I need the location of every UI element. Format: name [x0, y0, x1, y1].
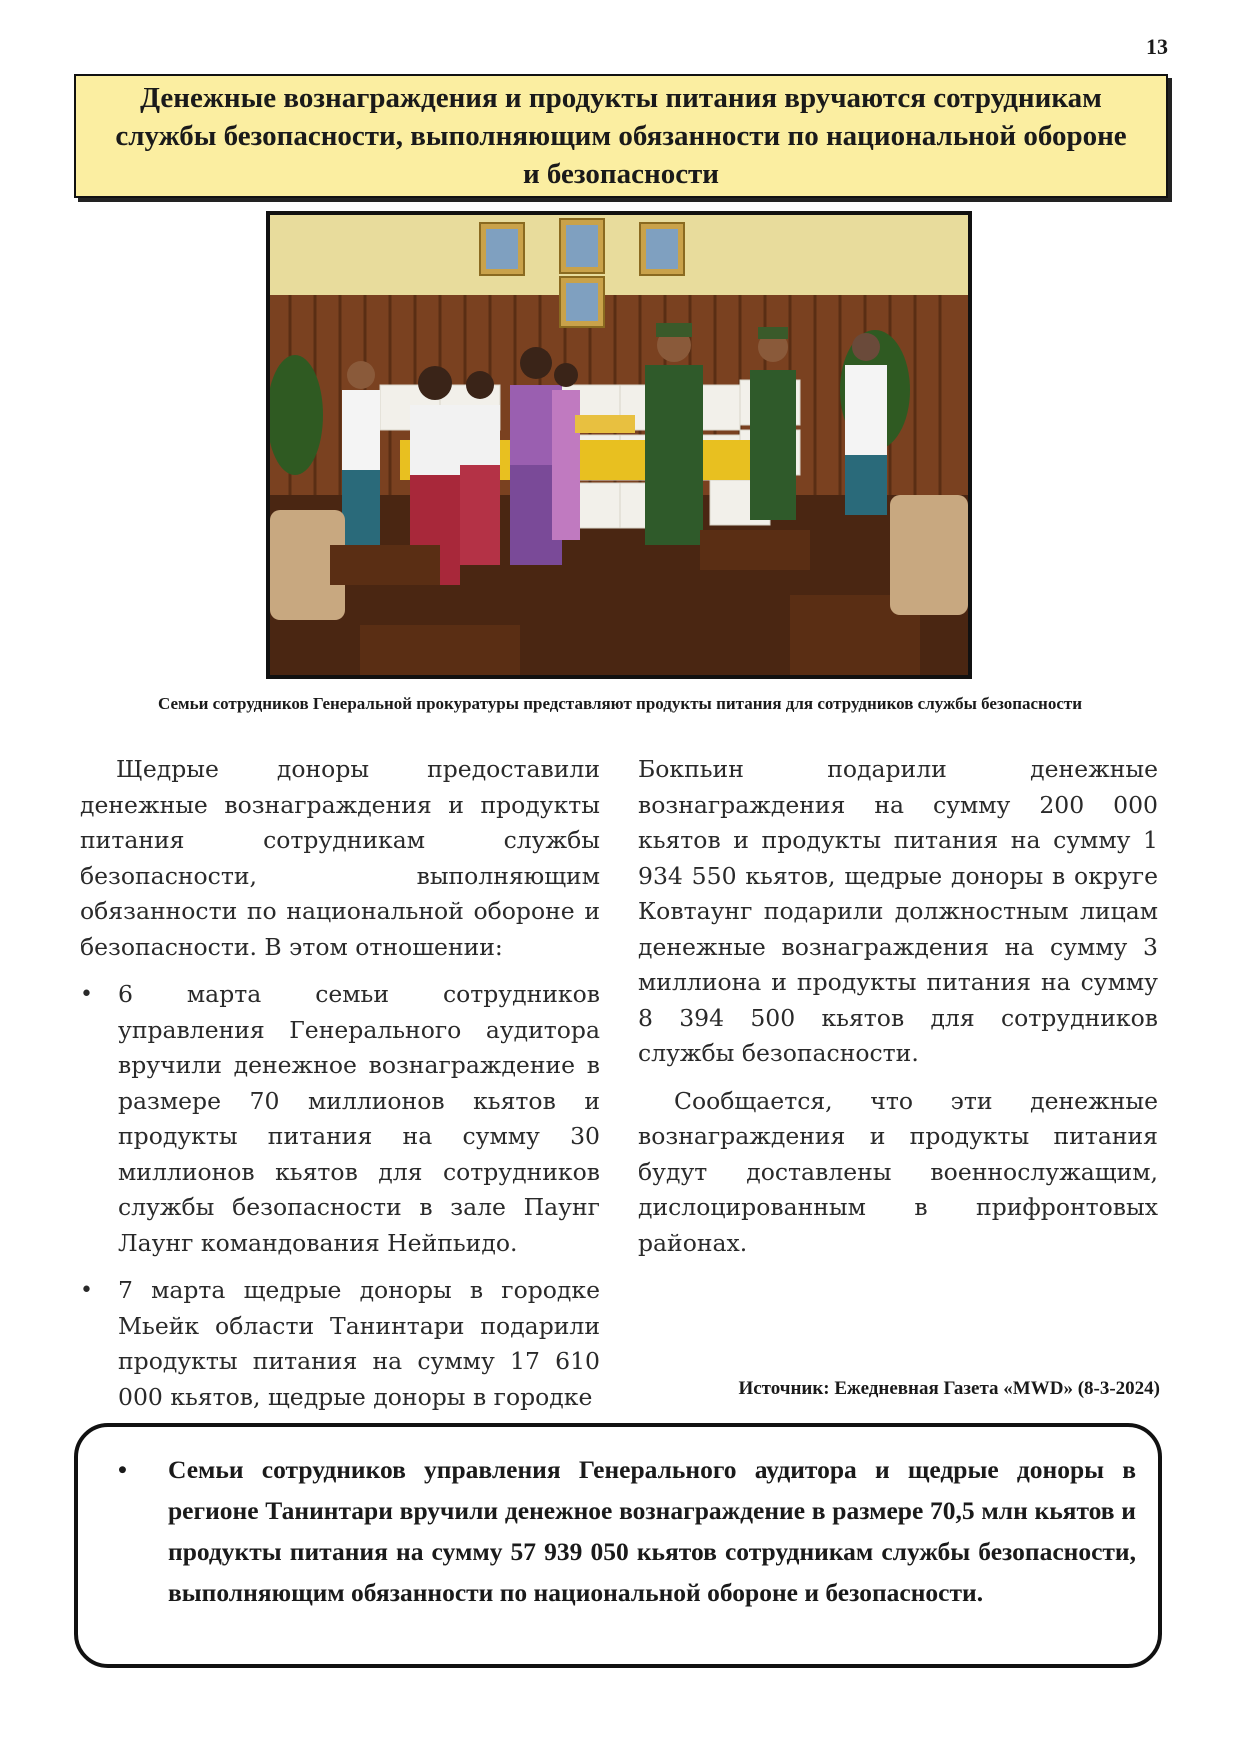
title-box: [74, 74, 1168, 198]
photo-caption: Семьи сотрудников Генеральной прокуратуры представляют продукты питания для сотрудников службы безопасности: [157, 694, 1083, 713]
article-continuation: Бокпьин подарили денежные вознаграждения на сумму 200 000 кьятов и продукты питания на сумму 1 934 550 кьятов, щедрые доноры в округе Ковтаунг подарили должностным лицам денежные вознаграждения на сумму 3 миллиона и продукты питания на сумму 8 394 500 кьятов для сотрудников службы безопасности.: [638, 755, 1158, 1067]
list-item: • 6 марта семьи сотрудников управления Генерального аудитора вручили денежное вознаграждение в размере 70 миллионов кьятов и продукты питания на сумму 30 миллионов кьятов для сотрудников службы безопасности в зале Паунг Лаунг командования Нейпьидо.: [80, 977, 600, 1261]
article-closing: Сообщается, что эти денежные вознаграждения и продукты питания будут доставлены военнослужащим, дислоцированным в прифронтовых районах.: [638, 1086, 1158, 1257]
summary-box: [74, 1423, 1162, 1668]
article-column-right: [638, 752, 1158, 1273]
summary-item: • Семьи сотрудников управления Генерального аудитора и щедрые доноры в регионе Танинтари вручили денежное вознаграждение в размере 70,5 млн кьятов и продукты питания на сумму 57 939 050 кьятов сотрудникам службы безопасности, выполняющим обязанности по национальной обороне и безопасности.: [118, 1449, 1136, 1613]
article-intro: Щедрые доноры предоставили денежные вознаграждения и продукты питания сотрудникам службы безопасности, выполняющим обязанности по национальной обороне и безопасности. В этом отношении:: [80, 755, 600, 961]
summary-list: [118, 1449, 1136, 1613]
article-bullet-list: [80, 977, 600, 1415]
photo: [266, 211, 972, 679]
ceremony-photo-illustration: [270, 215, 968, 675]
article-column-left: [80, 752, 600, 1427]
source-citation: Источник: Ежедневная Газета «MWD» (8-3-2024): [738, 1378, 1160, 1399]
page-number: 13: [1146, 34, 1168, 59]
list-item: • 7 марта щедрые доноры в городке Мьейк области Танинтари подарили продукты питания на сумму 17 610 000 кьятов, щедрые доноры в городке: [80, 1273, 600, 1415]
page-title: Денежные вознаграждения и продукты питания вручаются сотрудникам службы безопасности, выполняющим обязанности по национальной обороне и безопасности: [115, 82, 1127, 190]
